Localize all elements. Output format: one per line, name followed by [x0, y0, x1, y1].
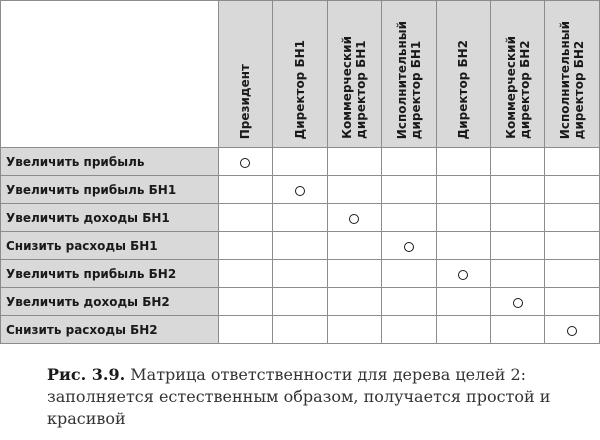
- matrix-cell: [218, 176, 272, 204]
- matrix-cell: [490, 232, 544, 260]
- matrix-cell: [273, 176, 327, 204]
- matrix-cell: [545, 232, 600, 260]
- table-row: [1, 316, 600, 344]
- column-header: [327, 1, 381, 148]
- matrix-cell: [327, 316, 381, 344]
- matrix-cell: [327, 260, 381, 288]
- matrix-cell: [327, 288, 381, 316]
- responsibility-circle-icon: [458, 270, 468, 280]
- matrix-cell: [545, 288, 600, 316]
- column-header-label: Коммерческий директор БН2: [503, 36, 532, 139]
- matrix-cell: [490, 260, 544, 288]
- matrix-cell: [545, 260, 600, 288]
- matrix-cell: [273, 232, 327, 260]
- matrix-header-row: [1, 1, 600, 148]
- matrix-cell: [436, 288, 490, 316]
- column-header: [218, 1, 272, 148]
- matrix-cell: [490, 176, 544, 204]
- matrix-cell: [218, 316, 272, 344]
- row-header: Увеличить прибыль БН2: [1, 260, 219, 288]
- table-row: [1, 288, 600, 316]
- responsibility-circle-icon: [240, 158, 250, 168]
- matrix-cell: [545, 176, 600, 204]
- row-header: Увеличить прибыль БН1: [1, 176, 219, 204]
- matrix-cell: [382, 260, 436, 288]
- column-header-label: Исполнительный директор БН1: [394, 20, 423, 139]
- table-row: [1, 232, 600, 260]
- responsibility-circle-icon: [295, 186, 305, 196]
- table-row: [1, 260, 600, 288]
- column-header-label: Исполнительный директор БН2: [558, 20, 587, 139]
- matrix-cell: [436, 204, 490, 232]
- figure-caption-text: Матрица ответственности для дерева целей 2: заполняется естественным образом, получается простой и красивой: [47, 365, 551, 428]
- matrix-cell: [545, 148, 600, 176]
- matrix-cell: [436, 176, 490, 204]
- matrix-body: [1, 148, 600, 344]
- matrix-cell: [327, 232, 381, 260]
- matrix-cell: [436, 260, 490, 288]
- column-header-label: Директор БН2: [456, 39, 471, 139]
- row-header: Увеличить прибыль: [1, 148, 219, 176]
- matrix-cell: [218, 288, 272, 316]
- column-header: [273, 1, 327, 148]
- row-header: Увеличить доходы БН2: [1, 288, 219, 316]
- responsibility-circle-icon: [404, 242, 414, 252]
- row-header: Увеличить доходы БН1: [1, 204, 219, 232]
- matrix-cell: [218, 148, 272, 176]
- matrix-cell: [382, 316, 436, 344]
- table-row: [1, 204, 600, 232]
- matrix-cell: [382, 176, 436, 204]
- column-header: [545, 1, 600, 148]
- matrix-cell: [382, 204, 436, 232]
- matrix-cell: [327, 176, 381, 204]
- matrix-cell: [218, 260, 272, 288]
- matrix-cell: [382, 288, 436, 316]
- matrix-cell: [327, 148, 381, 176]
- column-header: [436, 1, 490, 148]
- matrix-cell: [436, 148, 490, 176]
- matrix-cell: [490, 288, 544, 316]
- column-header: [382, 1, 436, 148]
- table-row: [1, 148, 600, 176]
- matrix-cell: [490, 204, 544, 232]
- table-row: [1, 176, 600, 204]
- row-header: Снизить расходы БН1: [1, 232, 219, 260]
- matrix-cell: [273, 288, 327, 316]
- matrix-cell: [490, 316, 544, 344]
- column-header-label: Директор БН1: [292, 39, 307, 139]
- matrix-cell: [273, 204, 327, 232]
- matrix-cell: [273, 316, 327, 344]
- matrix-cell: [545, 316, 600, 344]
- matrix-cell: [545, 204, 600, 232]
- column-header: [490, 1, 544, 148]
- matrix-cell: [490, 148, 544, 176]
- matrix-cell: [273, 260, 327, 288]
- matrix-cell: [436, 232, 490, 260]
- matrix-cell: [273, 148, 327, 176]
- figure-label: Рис. 3.9.: [47, 365, 126, 384]
- matrix-cell: [382, 148, 436, 176]
- matrix-corner-cell: [1, 1, 219, 148]
- matrix-cell: [436, 316, 490, 344]
- matrix-cell: [382, 232, 436, 260]
- responsibility-circle-icon: [513, 298, 523, 308]
- matrix-cell: [327, 204, 381, 232]
- matrix-cell: [218, 204, 272, 232]
- row-header: Снизить расходы БН2: [1, 316, 219, 344]
- responsibility-circle-icon: [349, 214, 359, 224]
- matrix-cell: [218, 232, 272, 260]
- responsibility-circle-icon: [567, 326, 577, 336]
- column-header-label: Президент: [238, 63, 253, 139]
- column-header-label: Коммерческий директор БН1: [340, 36, 369, 139]
- figure-caption: [47, 364, 587, 430]
